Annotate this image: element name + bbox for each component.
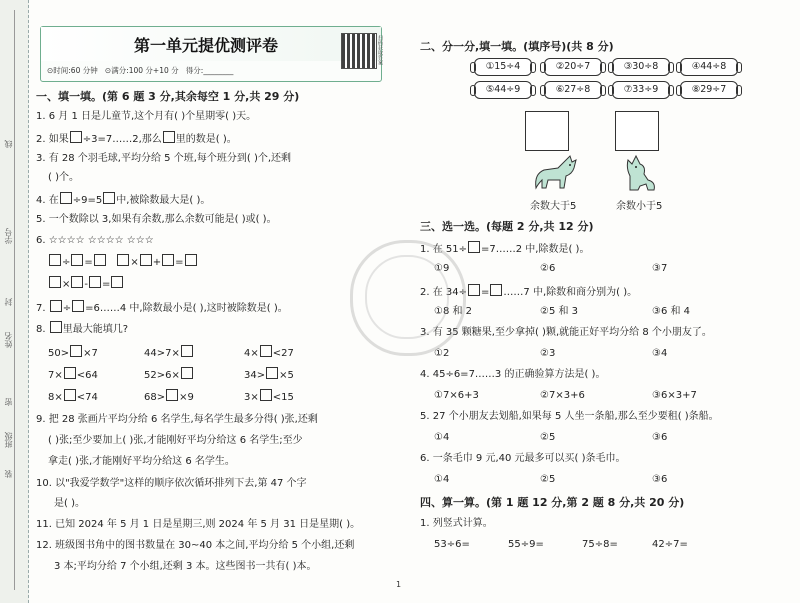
- wolf-label-less: 余数小于5: [616, 201, 663, 212]
- operator: ×: [130, 257, 139, 268]
- choice-6: 6. 一条毛巾 9 元,40 元最多可以买( )条毛巾。: [420, 453, 626, 464]
- division-card[interactable]: ①15÷4: [474, 58, 532, 76]
- calc-item: 75÷8=: [582, 539, 618, 550]
- answer-box[interactable]: [468, 241, 480, 253]
- choice-4: 4. 45÷6=7……3 的正确验算方法是( )。: [420, 369, 606, 380]
- question-8: [36, 321, 128, 336]
- q8-item: 44>7×: [144, 345, 194, 360]
- q8-item: 8× <74: [48, 389, 98, 404]
- q8-item: 68> ×9: [144, 389, 194, 404]
- choice-option[interactable]: ②5: [540, 432, 556, 443]
- wolf-icon: [612, 152, 664, 196]
- choice-3: 3. 有 35 颗糖果,至少拿掉( )颗,就能正好平均分给 8 个小朋友了。: [420, 327, 712, 338]
- answer-box-remainder-less[interactable]: [615, 111, 659, 151]
- q8-item: 50> ×7: [48, 345, 98, 360]
- q6-row-1: [48, 254, 198, 269]
- answer-box[interactable]: [111, 276, 123, 288]
- qr-caption: 扫码获取答案: [377, 35, 383, 65]
- section-4-heading: 四、算一算。(第 1 题 12 分,第 2 题 8 分,共 20 分): [420, 496, 685, 509]
- page-title: 第一单元提优测评卷: [133, 36, 278, 55]
- choice-option[interactable]: ②6: [540, 263, 556, 274]
- question-2: [36, 131, 237, 146]
- watermark-stamp-inner: [365, 255, 449, 339]
- question-6: 6. ☆☆☆☆ ☆☆☆☆ ☆☆☆: [36, 235, 154, 246]
- q2-text: 2. 如果: [36, 134, 69, 145]
- header-info: [47, 65, 233, 76]
- answer-box[interactable]: [50, 300, 62, 312]
- division-card[interactable]: ②20÷7: [544, 58, 602, 76]
- choice-option[interactable]: ①8 和 2: [434, 306, 473, 317]
- answer-box[interactable]: [468, 284, 480, 296]
- answer-box[interactable]: [185, 254, 197, 266]
- operator: ÷: [62, 257, 71, 268]
- answer-box[interactable]: [117, 254, 129, 266]
- binding-line: [14, 10, 15, 590]
- question-3-line2: ( )个。: [48, 172, 79, 183]
- operator: -: [84, 279, 88, 290]
- choice-option[interactable]: ②5: [540, 474, 556, 485]
- question-9-line2: ( )张;至少要加上( )张,才能刚好平均分给这 6 名学生;至少: [48, 435, 303, 446]
- q2-text: 里的数是( )。: [175, 134, 237, 145]
- choice-option[interactable]: ③6: [652, 432, 668, 443]
- question-3-line1: 3. 有 28 个羽毛球,平均分给 5 个班,每个班分到( )个,还剩: [36, 153, 292, 164]
- question-12-line1: 12. 班级图书角中的图书数量在 30~40 本之间,平均分给 5 个小组,还剩: [36, 540, 355, 551]
- answer-box[interactable]: [49, 276, 61, 288]
- choice-option[interactable]: ③6: [652, 474, 668, 485]
- page-number: 1: [396, 580, 402, 589]
- sidebar-label: 班级: [4, 432, 13, 448]
- full-score: ⊙满分:100 分+10 分: [104, 66, 179, 75]
- q8-item: 34> ×5: [244, 367, 294, 382]
- sidebar-label: 封: [4, 298, 13, 306]
- q8-item: 52>6×: [144, 367, 194, 382]
- operator: =: [102, 279, 111, 290]
- division-card[interactable]: ⑧29÷7: [680, 81, 738, 99]
- choice-option[interactable]: ③4: [652, 348, 668, 359]
- binding-sidebar: [0, 0, 29, 603]
- division-card[interactable]: ⑦33÷9: [612, 81, 670, 99]
- choice-option[interactable]: ①9: [434, 263, 450, 274]
- answer-box[interactable]: [94, 254, 106, 266]
- answer-box[interactable]: [260, 345, 272, 357]
- operator: =: [84, 257, 93, 268]
- q8-text: 里最大能填几?: [62, 324, 129, 335]
- answer-box[interactable]: [60, 192, 72, 204]
- calc-item: 42÷7=: [652, 539, 688, 550]
- answer-box[interactable]: [89, 276, 101, 288]
- q8-item: 7× <64: [48, 367, 98, 382]
- answer-box[interactable]: [70, 345, 82, 357]
- choice-option[interactable]: ①7×6+3: [434, 390, 479, 401]
- operator: +: [152, 257, 162, 268]
- question-12-line2: 3 本;平均分给 7 个小组,还剩 3 本。这些图书一共有( )本。: [54, 561, 317, 572]
- choice-option[interactable]: ②5 和 3: [540, 306, 579, 317]
- q7-text: =6……4 中,除数最小是( ),这时被除数是( )。: [85, 303, 288, 314]
- answer-box[interactable]: [490, 284, 502, 296]
- choice-1: 1. 在 51÷ =7……2 中,除数是( )。: [420, 241, 589, 256]
- answer-box[interactable]: [71, 276, 83, 288]
- question-10-line2: 是( )。: [54, 498, 85, 509]
- choice-option[interactable]: ①4: [434, 432, 450, 443]
- q8-text: 8.: [36, 324, 46, 335]
- answer-box[interactable]: [181, 345, 193, 357]
- q2-text: ÷3=7……2,那么: [82, 134, 162, 145]
- header-box: [40, 26, 382, 82]
- answer-box[interactable]: [71, 254, 83, 266]
- qr-code-icon[interactable]: [341, 33, 377, 69]
- q8-item: 4× <27: [244, 345, 294, 360]
- answer-box[interactable]: [181, 367, 193, 379]
- sidebar-label: 密: [4, 398, 13, 406]
- section-1-heading: 一、填一填。(第 6 题 3 分,其余每空 1 分,共 29 分): [36, 90, 300, 103]
- choice-option[interactable]: ②3: [540, 348, 556, 359]
- answer-box[interactable]: [72, 300, 84, 312]
- choice-option[interactable]: ②7×3+6: [540, 390, 585, 401]
- sidebar-label: 姓名: [4, 332, 13, 348]
- answer-box[interactable]: [64, 367, 76, 379]
- time-limit: ⊙时间:60 分钟: [47, 66, 98, 75]
- answer-box[interactable]: [103, 192, 115, 204]
- q7-text: ÷: [62, 303, 72, 314]
- q7-text: 7.: [36, 303, 46, 314]
- q8-item: 3× <15: [244, 389, 294, 404]
- division-card[interactable]: ⑤44÷9: [474, 81, 532, 99]
- choice-option[interactable]: ①2: [434, 348, 450, 359]
- q6-row-2: [48, 276, 124, 291]
- question-5: 5. 一个数除以 3,如果有余数,那么余数可能是( )或( )。: [36, 214, 277, 225]
- answer-box[interactable]: [49, 254, 61, 266]
- wolf-label-greater: 余数大于5: [530, 201, 577, 212]
- division-card[interactable]: ⑥27÷8: [544, 81, 602, 99]
- answer-box[interactable]: [50, 321, 62, 333]
- sidebar-label: 装: [4, 470, 13, 478]
- choice-option[interactable]: ③7: [652, 263, 668, 274]
- question-1: 1. 6 月 1 日是儿童节,这个月有( )个星期零( )天。: [36, 111, 257, 122]
- question-9-line1: 9. 把 28 张画片平均分给 6 名学生,每名学生最多分得( )张,还剩: [36, 414, 318, 425]
- answer-box[interactable]: [140, 254, 152, 266]
- question-11: 11. 已知 2024 年 5 月 1 日是星期三,则 2024 年 5 月 31 日是星期( )。: [36, 519, 361, 530]
- answer-box-remainder-greater[interactable]: [525, 111, 569, 151]
- calc-item: 55÷9=: [508, 539, 544, 550]
- section-3-heading: 三、选一选。(每题 2 分,共 12 分): [420, 220, 594, 233]
- question-7: [36, 300, 288, 315]
- score-field: 得分:________: [185, 66, 234, 75]
- choice-5: 5. 27 个小朋友去划船,如果每 5 人坐一条船,那么至少要租( )条船。: [420, 411, 719, 422]
- choice-option[interactable]: ③6×3+7: [652, 390, 697, 401]
- question-9-line3: 拿走( )张,才能刚好平均分给这 6 名学生。: [48, 456, 235, 467]
- answer-box[interactable]: [70, 131, 82, 143]
- question-4: [36, 192, 210, 207]
- section-2-heading: 二、分一分,填一填。(填序号)(共 8 分): [420, 40, 614, 53]
- q4-text: 中,被除数最大是( )。: [116, 195, 211, 206]
- answer-box[interactable]: [266, 367, 278, 379]
- choice-2: 2. 在 34÷ = ……7 中,除数和商分别为( )。: [420, 284, 637, 299]
- q4-text: 4. 在: [36, 195, 59, 206]
- division-card[interactable]: ④44÷8: [680, 58, 738, 76]
- choice-option[interactable]: ③6 和 4: [652, 306, 691, 317]
- answer-box[interactable]: [166, 389, 178, 401]
- answer-box[interactable]: [64, 389, 76, 401]
- calc-item: 53÷6=: [434, 539, 470, 550]
- operator: =: [175, 257, 184, 268]
- wolf-icon: [528, 152, 580, 196]
- operator: ×: [62, 279, 71, 290]
- sidebar-label: 线: [4, 140, 13, 148]
- question-10-line1: 10. 以"我爱学数学"这样的顺序依次循环排列下去,第 47 个字: [36, 478, 307, 489]
- calc-instruction: 1. 列竖式计算。: [420, 518, 493, 529]
- answer-box[interactable]: [260, 389, 272, 401]
- choice-option[interactable]: ①4: [434, 474, 450, 485]
- sidebar-label: 学号: [4, 228, 13, 244]
- answer-box[interactable]: [162, 254, 174, 266]
- division-card[interactable]: ③30÷8: [612, 58, 670, 76]
- q4-text: ÷9=5: [72, 195, 103, 206]
- answer-box[interactable]: [163, 131, 175, 143]
